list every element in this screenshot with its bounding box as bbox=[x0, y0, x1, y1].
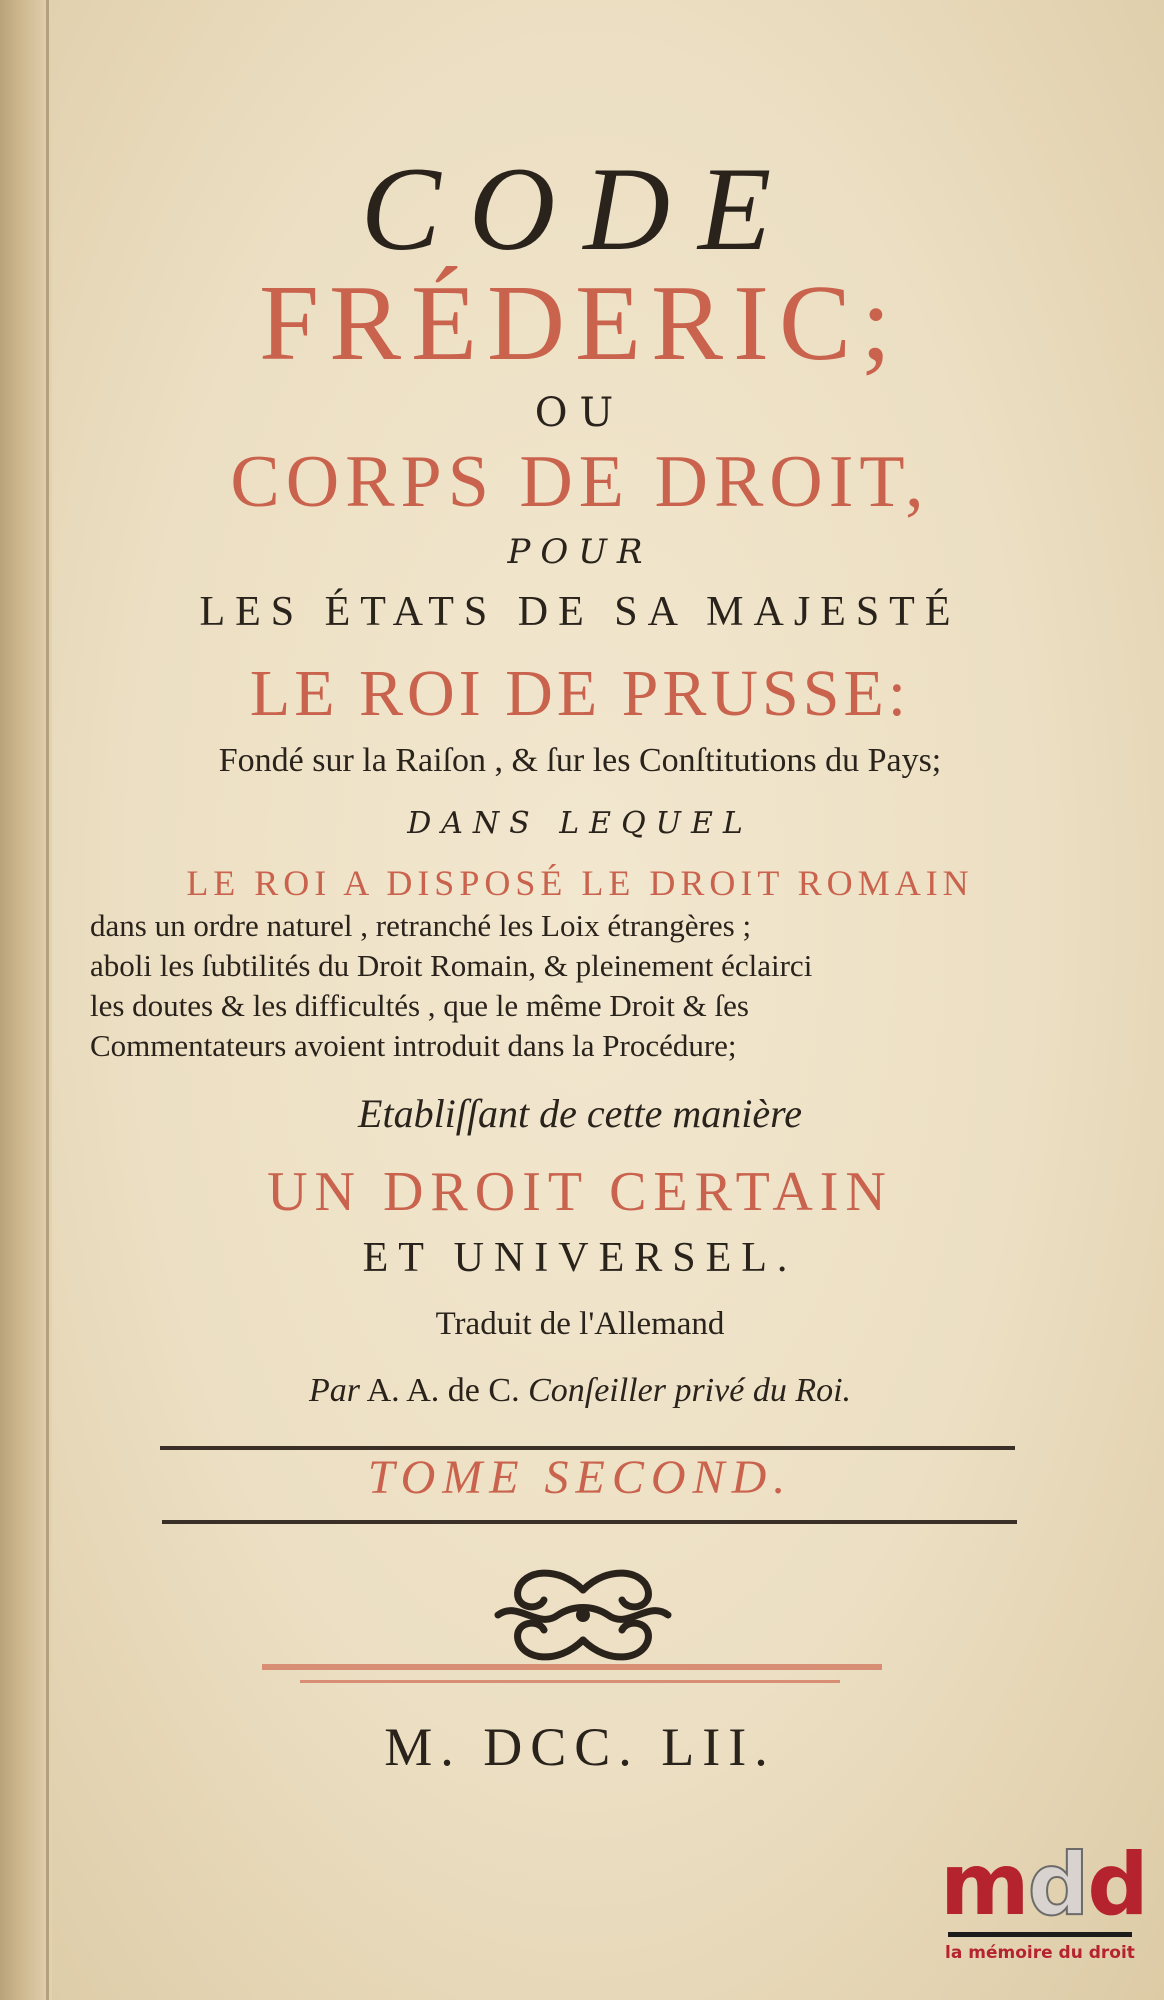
title-dans-lequel: DANS LEQUEL bbox=[407, 806, 753, 841]
title-date: M. DCC. LII. bbox=[384, 1717, 776, 1777]
title-corps-de-droit: CORPS DE DROIT, bbox=[230, 441, 930, 523]
title-code: CODE bbox=[360, 142, 800, 275]
mdd-logo bbox=[940, 1835, 1147, 1975]
title-fonde: Fondé sur la Raiſon , & ſur les Conſtitutions du Pays; bbox=[218, 742, 942, 779]
title-ou: OU bbox=[534, 390, 626, 436]
ornament-icon bbox=[478, 1560, 688, 1670]
title-tome: TOME SECOND. bbox=[367, 1451, 793, 1504]
title-droit-certain: UN DROIT CERTAIN bbox=[267, 1161, 893, 1223]
rule-top bbox=[160, 1446, 1015, 1450]
gutter-crease bbox=[46, 0, 49, 2000]
body-line-4: Commentateurs avoient introduit dans la Procédure; bbox=[90, 1028, 737, 1063]
logo-d-outline: d bbox=[1027, 1835, 1088, 1935]
red-rule-lower bbox=[300, 1680, 840, 1683]
body-line-1: dans un ordre naturel , retranché les Loix étrangères ; bbox=[90, 908, 752, 943]
title-universel: ET UNIVERSEL. bbox=[362, 1235, 798, 1281]
body-line-2: aboli les ſubtilités du Droit Romain, & pleinement éclairci bbox=[90, 948, 813, 983]
translator-name: A. A. de C. bbox=[366, 1372, 520, 1409]
translator-role: Conſeiller privé du Roi. bbox=[528, 1372, 852, 1409]
title-pour: POUR bbox=[507, 532, 653, 572]
title-frederic: FRÉDERIC; bbox=[258, 264, 902, 383]
logo-caption: la mémoire du droit bbox=[945, 1943, 1135, 1963]
title-roi-de-prusse: LE ROI DE PRUSSE: bbox=[249, 657, 911, 730]
title-etats: LES ÉTATS DE SA MAJESTÉ bbox=[199, 589, 961, 635]
logo-m: m bbox=[940, 1835, 1028, 1935]
title-traduit: Traduit de l'Allemand bbox=[435, 1306, 725, 1342]
book-gutter bbox=[0, 0, 52, 2000]
rule-bottom bbox=[162, 1520, 1017, 1524]
logo-d: d bbox=[1087, 1835, 1147, 1935]
title-etablissant: Etabliſſant de cette manière bbox=[358, 1091, 802, 1136]
logo-mark bbox=[940, 1835, 1147, 1935]
red-rule-upper bbox=[262, 1664, 882, 1670]
translator-prefix: Par bbox=[308, 1372, 360, 1409]
title-translator bbox=[60, 1372, 1100, 1410]
body-line-3: les doutes & les difficultés , que le même Droit & ſes bbox=[90, 988, 749, 1023]
title-roi-dispose: LE ROI A DISPOSÉ LE DROIT ROMAIN bbox=[186, 863, 974, 903]
